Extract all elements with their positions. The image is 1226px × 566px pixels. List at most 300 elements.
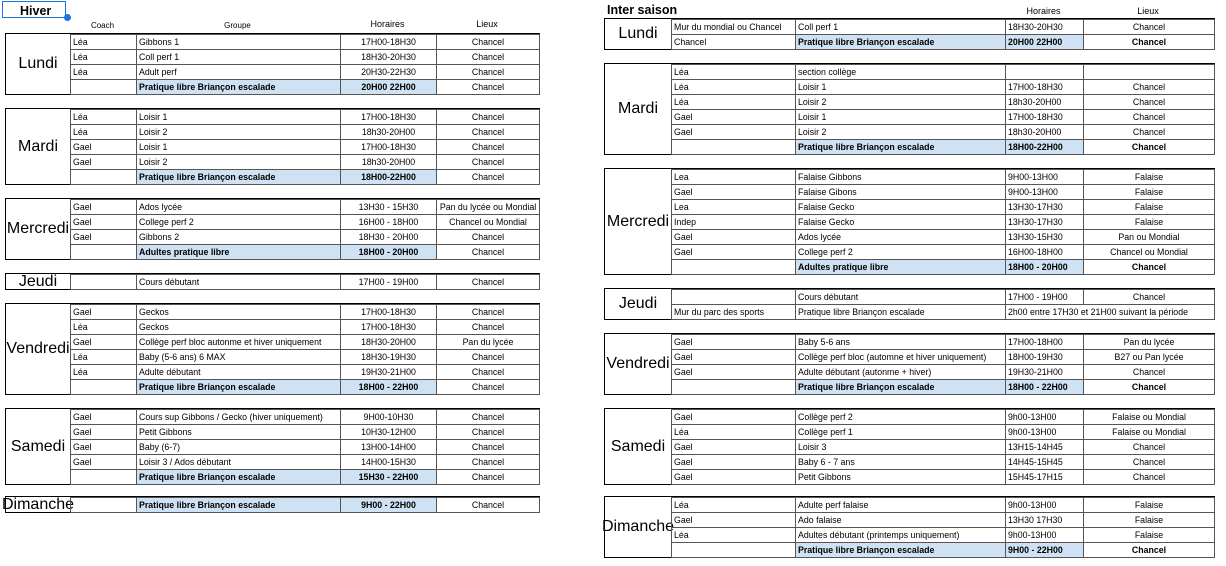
groupe-cell[interactable]: Baby 5-6 ans [796,335,1006,350]
lieux-cell[interactable]: Chancel ou Mondial [437,215,540,230]
horaires-cell[interactable]: 18h30-20H00 [341,125,437,140]
lieux-cell[interactable]: Falaise [1084,528,1215,543]
horaires-cell[interactable]: 9h00-13H00 [1006,425,1084,440]
groupe-cell[interactable]: Pratique libre Briançon escalade [796,380,1006,395]
table-row [672,230,1215,245]
coach-cell[interactable]: Chancel [672,35,796,50]
inter-header-lieux: Lieux [1137,6,1159,16]
lieux-cell[interactable]: Chancel [1084,455,1215,470]
groupe-cell[interactable]: Adulte débutant (autonme + hiver) [796,365,1006,380]
table-row [71,125,540,140]
horaires-cell[interactable]: 18h30-20H00 [1006,95,1084,110]
groupe-cell[interactable]: Collège perf 2 [796,410,1006,425]
lieux-cell[interactable]: Falaise ou Mondial [1084,425,1215,440]
hiver-day-label[interactable]: Samedi [6,409,71,484]
groupe-cell[interactable]: Ado falaise [796,513,1006,528]
lieux-cell[interactable]: Chancel [437,80,540,95]
coach-cell[interactable]: Mur du mondial ou Chancel [672,20,796,35]
lieux-cell[interactable]: Chancel [437,455,540,470]
hiver-table-vendredi [70,304,540,395]
horaires-cell[interactable]: 9h00-13H00 [1006,528,1084,543]
coach-cell[interactable]: Gael [672,245,796,260]
hiver-table-samedi [70,409,540,485]
hiver-day-label[interactable]: Dimanche [1,495,75,513]
horaires-cell[interactable]: 9h00-13H00 [1006,410,1084,425]
inter-day-label[interactable]: Vendredi [605,334,672,394]
groupe-cell[interactable]: Pratique libre Briançon escalade [796,140,1006,155]
horaires-cell[interactable]: 20H30-22H30 [341,65,437,80]
groupe-cell[interactable]: College perf 2 [137,215,341,230]
hiver-day-label[interactable]: Mercredi [6,199,71,259]
horaires-cell[interactable]: 18H00 - 20H00 [341,245,437,260]
horaires-cell[interactable]: 19H30-21H00 [341,365,437,380]
coach-cell[interactable] [71,470,137,485]
groupe-cell[interactable]: Adult perf [137,65,341,80]
table-row [672,125,1215,140]
groupe-cell[interactable]: Collège perf 1 [796,425,1006,440]
table-row [672,35,1215,50]
inter-section-samedi [604,408,1215,485]
table-row [71,305,540,320]
table-row [71,350,540,365]
horaires-cell[interactable]: 17H00 - 19H00 [1006,290,1084,305]
coach-cell[interactable] [672,290,796,305]
coach-cell[interactable]: Gael [71,215,137,230]
horaires-cell[interactable]: 20H00 22H00 [341,80,437,95]
horaires-cell[interactable]: 13H30-17H30 [1006,215,1084,230]
coach-cell[interactable]: Gael [71,455,137,470]
lieux-cell[interactable]: Chancel [437,245,540,260]
hiver-table-dimanche [70,497,540,513]
table-row [71,410,540,425]
coach-cell[interactable] [672,140,796,155]
table-row [71,140,540,155]
table-row [71,65,540,80]
hiver-table-mercredi [70,199,540,260]
table-row [672,335,1215,350]
groupe-cell[interactable]: Baby (5-6 ans) 6 MAX [137,350,341,365]
groupe-cell[interactable]: Cours débutant [796,290,1006,305]
groupe-cell[interactable]: section collège [796,65,1006,80]
groupe-cell[interactable]: Baby (6-7) [137,440,341,455]
lieux-cell[interactable]: Chancel [437,350,540,365]
groupe-cell[interactable]: Loisir 2 [137,155,341,170]
horaires-cell[interactable]: 13H00-14H00 [341,440,437,455]
hiver-table-mardi [70,109,540,185]
coach-cell[interactable] [71,498,137,513]
lieux-cell[interactable]: Chancel [437,275,540,290]
horaires-cell[interactable]: 9H00-10H30 [341,410,437,425]
horaires-cell[interactable]: 17H00-18H30 [1006,80,1084,95]
table-row [71,230,540,245]
lieux-cell[interactable]: Chancel [437,440,540,455]
lieux-cell[interactable]: Chancel [1084,140,1215,155]
lieux-cell[interactable]: B27 ou Pan lycée [1084,350,1215,365]
groupe-cell[interactable]: Loisir 3 [796,440,1006,455]
groupe-cell[interactable]: Pratique libre Briançon escalade [796,305,1006,320]
horaires-cell[interactable]: 17H00-18H30 [341,110,437,125]
coach-cell[interactable]: Gael [672,110,796,125]
lieux-cell[interactable]: Falaise [1084,498,1215,513]
inter-day-label[interactable]: Mardi [605,64,672,154]
horaires-cell[interactable]: 19H30-21H00 [1006,365,1084,380]
horaires-cell[interactable]: 14H45-15H45 [1006,455,1084,470]
lieux-cell[interactable]: Chancel [437,50,540,65]
table-row [672,185,1215,200]
groupe-cell[interactable]: Pratique libre Briançon escalade [137,470,341,485]
horaires-cell[interactable]: 18H30-20H30 [341,50,437,65]
horaires-cell[interactable]: 13H30 - 15H30 [341,200,437,215]
lieux-cell[interactable]: Chancel [1084,365,1215,380]
coach-cell[interactable]: Gael [71,140,137,155]
hiver-section-mardi [5,108,540,185]
coach-cell[interactable]: Indep [672,215,796,230]
horaires-cell[interactable]: 9H00-13H00 [1006,170,1084,185]
horaires-cell[interactable]: 9H00 - 22H00 [341,498,437,513]
horaires-cell[interactable]: 18H00 - 22H00 [341,380,437,395]
hiver-day-label[interactable]: Mardi [6,109,71,184]
hiver-section-lundi [5,33,540,95]
table-row [672,498,1215,513]
horaires-cell[interactable]: 18H30-20H30 [1006,20,1084,35]
coach-cell[interactable]: Léa [672,95,796,110]
groupe-cell[interactable]: Falaise Gibbons [796,170,1006,185]
table-row [672,95,1215,110]
coach-cell[interactable]: Léa [71,125,137,140]
lieux-cell[interactable]: Chancel [437,498,540,513]
coach-cell[interactable]: Gael [71,305,137,320]
coach-cell[interactable]: Léa [672,528,796,543]
groupe-cell[interactable]: Geckos [137,305,341,320]
inter-day-label[interactable]: Mercredi [605,169,672,274]
table-row [672,350,1215,365]
hiver-title[interactable]: Hiver [2,1,66,18]
coach-cell[interactable] [71,80,137,95]
groupe-cell[interactable]: Petit Gibbons [137,425,341,440]
coach-cell[interactable]: Léa [71,110,137,125]
coach-cell[interactable]: Gael [672,335,796,350]
groupe-cell[interactable]: Collège perf bloc autonme et hiver uniquement [137,335,341,350]
lieux-cell[interactable]: Chancel [1084,440,1215,455]
lieux-cell[interactable]: Chancel [437,365,540,380]
groupe-cell[interactable]: Gibbons 1 [137,35,341,50]
lieux-cell[interactable] [1084,65,1215,80]
horaires-cell[interactable]: 13H15-14H45 [1006,440,1084,455]
lieux-cell[interactable]: Chancel [1084,35,1215,50]
coach-cell[interactable]: Gael [71,440,137,455]
lieux-cell[interactable]: Chancel [437,35,540,50]
groupe-cell[interactable]: Coll perf 1 [796,20,1006,35]
horaires-cell[interactable]: 14H00-15H30 [341,455,437,470]
coach-cell[interactable]: Gael [71,230,137,245]
hiver-section-vendredi [5,303,540,395]
coach-cell[interactable]: Gael [672,455,796,470]
lieux-cell[interactable]: Chancel [1084,260,1215,275]
lieux-cell[interactable]: Chancel [437,65,540,80]
horaires-cell[interactable]: 18H00-22H00 [1006,140,1084,155]
coach-cell[interactable] [71,245,137,260]
lieux-cell[interactable]: Falaise [1084,215,1215,230]
lieux-cell[interactable]: Chancel [1084,290,1215,305]
lieux-cell[interactable]: Chancel [437,425,540,440]
groupe-cell[interactable]: Petit Gibbons [796,470,1006,485]
groupe-cell[interactable]: Adultes pratique libre [796,260,1006,275]
groupe-cell[interactable]: Pratique libre Briançon escalade [137,170,341,185]
lieux-cell[interactable]: Falaise [1084,200,1215,215]
horaires-cell[interactable]: 15H45-17H15 [1006,470,1084,485]
groupe-cell[interactable]: Falaise Gecko [796,215,1006,230]
table-row [672,440,1215,455]
groupe-cell[interactable]: College perf 2 [796,245,1006,260]
hiver-day-label[interactable]: Vendredi [6,304,71,394]
groupe-cell[interactable]: Loisir 2 [796,95,1006,110]
groupe-cell[interactable]: Coll perf 1 [137,50,341,65]
lieux-cell[interactable]: Chancel [437,410,540,425]
horaires-cell[interactable]: 17H00-18H30 [341,305,437,320]
groupe-cell[interactable]: Geckos [137,320,341,335]
horaires-cell[interactable]: 16H00-18H00 [1006,245,1084,260]
lieux-cell[interactable]: Falaise [1084,185,1215,200]
table-row [672,305,1215,320]
table-row [672,215,1215,230]
groupe-cell[interactable]: Loisir 1 [137,140,341,155]
table-row [672,260,1215,275]
lieux-cell[interactable]: Chancel [1084,125,1215,140]
lieux-cell[interactable]: Chancel [1084,110,1215,125]
coach-cell[interactable]: Gael [672,410,796,425]
table-row [71,365,540,380]
lieux-cell[interactable]: Pan du lycée ou Mondial [437,200,540,215]
horaires-cell[interactable]: 18H00 - 20H00 [1006,260,1084,275]
table-row [672,380,1215,395]
lieux-cell[interactable]: Chancel [437,125,540,140]
table-row [672,80,1215,95]
horaires-cell[interactable]: 13H30 17H30 [1006,513,1084,528]
horaires-cell[interactable]: 17H00-18H00 [1006,335,1084,350]
groupe-cell[interactable]: Adulte perf falaise [796,498,1006,513]
table-row [71,335,540,350]
groupe-cell[interactable]: Pratique libre Briançon escalade [796,35,1006,50]
horaires-cell[interactable]: 9h00-13H00 [1006,498,1084,513]
table-row [71,50,540,65]
horaires-cell[interactable]: 13H30-15H30 [1006,230,1084,245]
horaires-cell[interactable] [1006,65,1084,80]
groupe-cell[interactable]: Adultes débutant (printemps uniquement) [796,528,1006,543]
inter-table-dimanche [671,497,1215,558]
groupe-cell[interactable]: Loisir 2 [796,125,1006,140]
horaires-cell[interactable]: 18h30-20H00 [341,155,437,170]
groupe-cell[interactable]: Cours débutant [137,275,341,290]
coach-cell[interactable]: Léa [71,50,137,65]
inter-day-label[interactable]: Jeudi [605,289,672,319]
table-row [71,170,540,185]
table-row [71,215,540,230]
groupe-cell[interactable]: Pratique libre Briançon escalade [796,543,1006,558]
coach-cell[interactable]: Gael [672,185,796,200]
table-row [71,440,540,455]
table-row [71,35,540,50]
coach-cell[interactable]: Léa [672,80,796,95]
table-row [672,110,1215,125]
horaires-cell[interactable]: 18H30-20H00 [341,335,437,350]
horaires-cell[interactable]: 18H00-19H30 [1006,350,1084,365]
lieux-cell[interactable]: Pan du lycée [1084,335,1215,350]
coach-cell[interactable]: Gael [672,365,796,380]
coach-cell[interactable]: Léa [71,65,137,80]
table-row [672,425,1215,440]
coach-cell[interactable]: Léa [672,425,796,440]
coach-cell[interactable]: Mur du parc des sports [672,305,796,320]
coach-cell[interactable]: Gael [71,410,137,425]
lieux-cell[interactable]: Chancel [1084,95,1215,110]
horaires-cell[interactable]: 18H00-22H00 [341,170,437,185]
groupe-cell[interactable]: Adulte débutant [137,365,341,380]
hiver-section-dimanche [1,495,540,513]
coach-cell[interactable]: Gael [71,425,137,440]
lieux-cell[interactable]: Chancel [1084,80,1215,95]
table-row [672,140,1215,155]
groupe-cell[interactable]: Adultes pratique libre [137,245,341,260]
horaires-cell[interactable]: 13H30-17H30 [1006,200,1084,215]
lieux-cell[interactable]: Chancel [437,170,540,185]
coach-cell[interactable]: Gael [71,200,137,215]
coach-cell[interactable] [672,543,796,558]
horaires-cell[interactable]: 15H30 - 22H00 [341,470,437,485]
table-row [71,380,540,395]
horaires-cell[interactable]: 17H00 - 19H00 [341,275,437,290]
coach-cell[interactable] [71,275,137,290]
coach-cell[interactable] [71,380,137,395]
coach-cell[interactable] [71,170,137,185]
coach-cell[interactable]: Gael [71,335,137,350]
groupe-cell[interactable]: Baby 6 - 7 ans [796,455,1006,470]
coach-cell[interactable]: Lea [672,200,796,215]
groupe-cell[interactable]: Pratique libre Briançon escalade [137,80,341,95]
coach-cell[interactable]: Léa [71,320,137,335]
coach-cell[interactable] [672,380,796,395]
table-row [71,245,540,260]
coach-cell[interactable]: Gael [672,470,796,485]
lieux-cell[interactable]: Chancel [1084,470,1215,485]
horaires-cell[interactable]: 17H00-18H30 [341,140,437,155]
horaires-cell[interactable]: 18h30-20H00 [1006,125,1084,140]
groupe-cell[interactable]: Loisir 1 [796,110,1006,125]
horaires-cell[interactable]: 18H00 - 22H00 [1006,380,1084,395]
coach-cell[interactable] [672,260,796,275]
groupe-cell[interactable]: Ados lycée [137,200,341,215]
table-row [672,365,1215,380]
table-row [71,155,540,170]
lieux-cell[interactable]: Chancel [437,380,540,395]
inter-section-dimanche [601,496,1215,558]
table-row [672,290,1215,305]
groupe-cell[interactable]: Cours sup Gibbons / Gecko (hiver uniquement) [137,410,341,425]
inter-day-label[interactable]: Lundi [605,19,672,49]
coach-cell[interactable]: Gael [672,440,796,455]
horaires-cell[interactable]: 17H00-18H30 [341,320,437,335]
horaires-cell[interactable]: 20H00 22H00 [1006,35,1084,50]
horaires-cell[interactable]: 17H00-18H30 [1006,110,1084,125]
coach-cell[interactable]: Gael [672,350,796,365]
lieux-cell[interactable]: Chancel [437,305,540,320]
table-row [71,110,540,125]
lieux-cell[interactable]: Chancel [437,140,540,155]
hiver-section-samedi [5,408,540,485]
lieux-cell[interactable]: Falaise [1084,170,1215,185]
lieux-cell[interactable]: Chancel [1084,20,1215,35]
horaires-cell[interactable]: 9H00 - 22H00 [1006,543,1084,558]
table-row [672,455,1215,470]
coach-cell[interactable]: Gael [672,230,796,245]
table-row [672,245,1215,260]
groupe-cell[interactable]: Loisir 1 [137,110,341,125]
coach-cell[interactable]: Gael [71,155,137,170]
coach-cell[interactable]: Gael [672,513,796,528]
coach-cell[interactable]: Gael [672,125,796,140]
lieux-cell[interactable]: Chancel [1084,543,1215,558]
table-row [71,425,540,440]
horaires-cell[interactable]: 9H00-13H00 [1006,185,1084,200]
lieux-cell[interactable]: Chancel [437,470,540,485]
lieux-cell[interactable]: Chancel [1084,380,1215,395]
horaires-cell[interactable]: 17H00-18H30 [341,35,437,50]
lieux-cell[interactable]: Pan ou Mondial [1084,230,1215,245]
coach-cell[interactable]: Léa [672,65,796,80]
groupe-cell[interactable]: Falaise Gibons [796,185,1006,200]
inter-header-horaires: Horaires [1026,6,1061,16]
inter-day-label[interactable]: Samedi [605,409,672,484]
coach-cell[interactable]: Léa [71,365,137,380]
hiver-day-label[interactable]: Jeudi [6,274,71,289]
horaires-cell[interactable]: 18H30-19H30 [341,350,437,365]
hiver-section-jeudi [5,273,540,290]
coach-cell[interactable]: Léa [672,498,796,513]
horaires-cell[interactable]: 10H30-12H00 [341,425,437,440]
hiver-header-horaires: Horaires [370,19,405,29]
lieux-cell[interactable]: Chancel [437,230,540,245]
lieux-cell[interactable]: Pan du lycée [437,335,540,350]
lieux-cell[interactable]: Chancel [437,110,540,125]
groupe-cell[interactable]: Pratique libre Briançon escalade [137,380,341,395]
groupe-cell[interactable]: Loisir 2 [137,125,341,140]
groupe-cell[interactable]: Loisir 1 [796,80,1006,95]
groupe-cell[interactable]: Pratique libre Briançon escalade [137,498,341,513]
groupe-cell[interactable]: Falaise Gecko [796,200,1006,215]
inter-section-mardi [604,63,1215,155]
lieux-cell[interactable]: Falaise [1084,513,1215,528]
lieux-cell[interactable]: Falaise ou Mondial [1084,410,1215,425]
groupe-cell[interactable]: Collège perf bloc (automne et hiver uniquement) [796,350,1006,365]
table-row [672,410,1215,425]
hiver-day-label[interactable]: Lundi [6,34,71,94]
hiver-header-groupe: Groupe [224,21,251,30]
groupe-cell[interactable]: Gibbons 2 [137,230,341,245]
coach-cell[interactable]: Lea [672,170,796,185]
lieux-cell[interactable]: Chancel [437,155,540,170]
coach-cell[interactable]: Léa [71,350,137,365]
table-row [71,455,540,470]
lieux-cell[interactable]: Chancel ou Mondial [1084,245,1215,260]
horaires-cell[interactable]: 18H30 - 20H00 [341,230,437,245]
horaires-cell[interactable]: 2h00 entre 17H30 et 21H00 suivant la période [1006,305,1215,320]
hiver-table-lundi [70,34,540,95]
coach-cell[interactable]: Léa [71,35,137,50]
groupe-cell[interactable]: Ados lycée [796,230,1006,245]
horaires-cell[interactable]: 16H00 - 18H00 [341,215,437,230]
inter-day-label[interactable]: Dimanche [605,497,672,557]
lieux-cell[interactable]: Chancel [437,320,540,335]
groupe-cell[interactable]: Loisir 3 / Ados débutant [137,455,341,470]
